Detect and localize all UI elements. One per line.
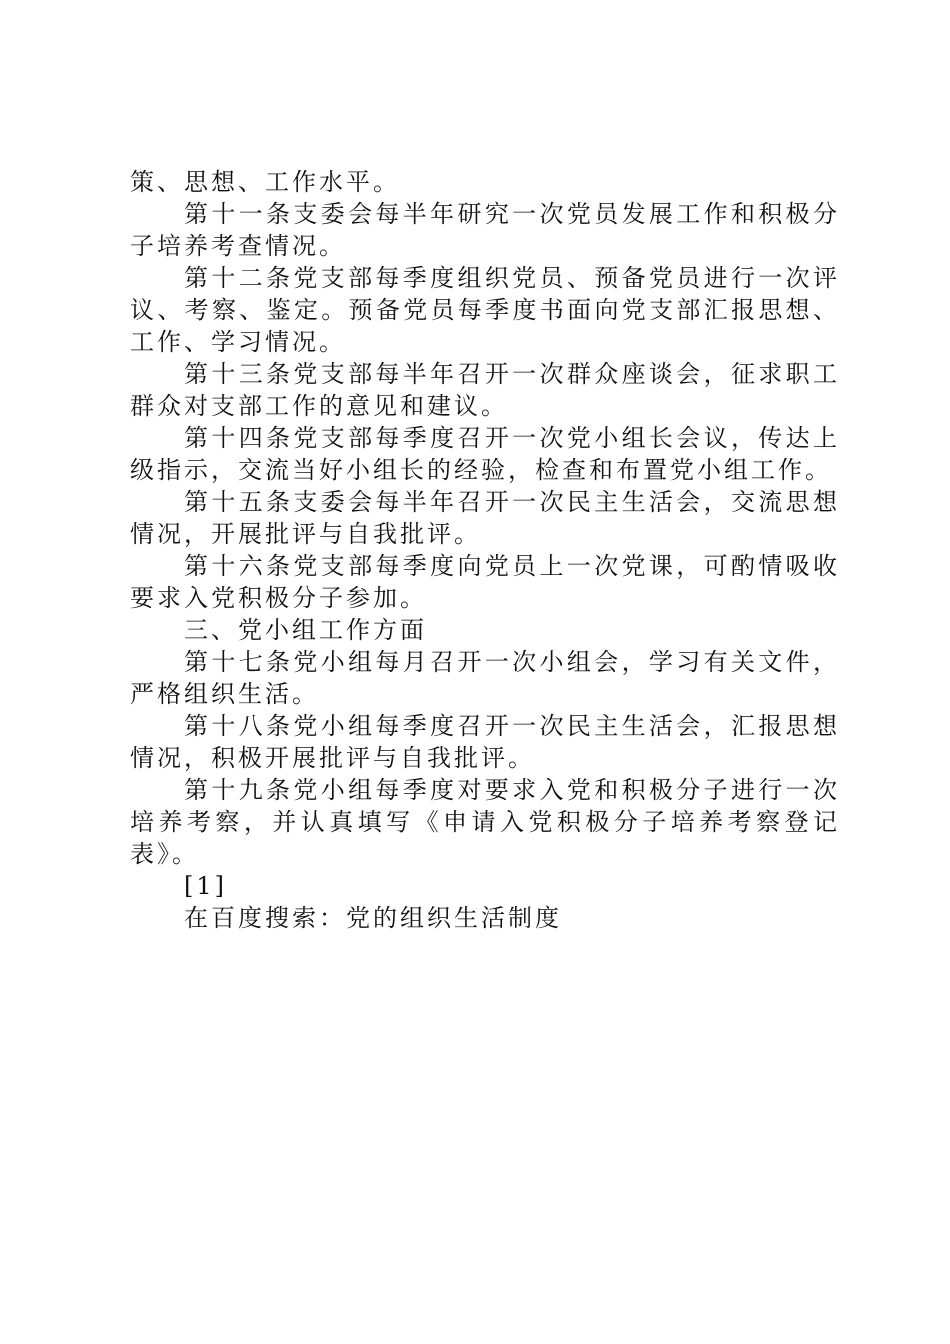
paragraph-article-12: 第十二条党支部每季度组织党员、预备党员进行一次评议、考察、鉴定。预备党员每季度书面向党支部汇报思想、工作、学习情况。 <box>130 264 840 356</box>
paragraph-article-14: 第十四条党支部每季度召开一次党小组长会议，传达上级指示，交流当好小组长的经验，检查和布置党小组工作。 <box>130 424 840 484</box>
paragraph-article-18: 第十八条党小组每季度召开一次民主生活会，汇报思想情况，积极开展批评与自我批评。 <box>130 712 840 772</box>
paragraph-article-11: 第十一条支委会每半年研究一次党员发展工作和积极分子培养考查情况。 <box>130 200 840 260</box>
paragraph-article-15: 第十五条支委会每半年召开一次民主生活会，交流思想情况，开展批评与自我批评。 <box>130 488 840 548</box>
reference-marker: [1] <box>184 872 227 900</box>
paragraph-article-13: 第十三条党支部每半年召开一次群众座谈会，征求职工群众对支部工作的意见和建议。 <box>130 360 840 420</box>
paragraph-article-16: 第十六条党支部每季度向党员上一次党课，可酌情吸收要求入党积极分子参加。 <box>130 552 840 612</box>
paragraph-continuation: 策、思想、工作水平。 <box>130 168 400 196</box>
paragraph-article-17: 第十七条党小组每月召开一次小组会，学习有关文件，严格组织生活。 <box>130 648 840 708</box>
section-heading-party-group: 三、党小组工作方面 <box>184 616 427 644</box>
search-hint-text: 在百度搜索：党的组织生活制度 <box>184 904 562 932</box>
document-body <box>130 166 840 934</box>
paragraph-article-19: 第十九条党小组每季度对要求入党和积极分子进行一次培养考察，并认真填写《申请入党积极分子培养考察登记表》。 <box>130 776 840 868</box>
